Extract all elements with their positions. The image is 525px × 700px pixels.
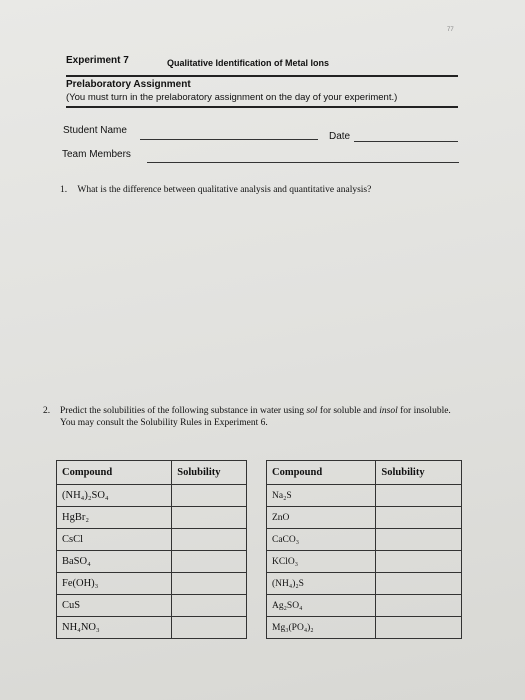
table-row — [267, 551, 462, 573]
question-2-number: 2. — [43, 406, 51, 416]
question-1 — [60, 185, 460, 195]
compound-cell: Fe(OH)₃ — [57, 573, 172, 595]
compound-cell: HgBr₂ — [57, 507, 172, 529]
table-row — [267, 529, 462, 551]
experiment-number: Experiment 7 — [66, 55, 129, 66]
compound-cell: Ag₂SO₄ — [267, 595, 376, 617]
page-corner-mark: 77 — [447, 27, 454, 33]
compound-cell: Na₂S — [267, 485, 376, 507]
solubility-answer-cell[interactable] — [172, 507, 247, 529]
prelab-note: (You must turn in the prelaboratory assignment on the day of your experiment.) — [66, 92, 458, 108]
table-row — [57, 529, 247, 551]
solubility-answer-cell[interactable] — [172, 529, 247, 551]
solubility-answer-cell[interactable] — [376, 595, 462, 617]
compound-cell: CaCO₃ — [267, 529, 376, 551]
compound-cell: NH₄NO₃ — [57, 617, 172, 639]
table-row — [57, 617, 247, 639]
solubility-answer-cell[interactable] — [172, 595, 247, 617]
compound-cell: ZnO — [267, 507, 376, 529]
question-1-text: What is the difference between qualitative analysis and quantitative analysis? — [77, 185, 372, 195]
solubility-header: Solubility — [172, 461, 247, 485]
table-row — [267, 485, 462, 507]
compound-cell: CuS — [57, 595, 172, 617]
solubility-answer-cell[interactable] — [172, 485, 247, 507]
prelab-heading: Prelaboratory Assignment — [66, 79, 191, 90]
table-row — [57, 551, 247, 573]
compound-header: Compound — [267, 461, 376, 485]
table-row — [57, 573, 247, 595]
solubility-answer-cell[interactable] — [376, 573, 462, 595]
solubility-header: Solubility — [376, 461, 462, 485]
compound-cell: KClO₃ — [267, 551, 376, 573]
solubility-answer-cell[interactable] — [376, 485, 462, 507]
question-2-text: Predict the solubilities of the following substance in water using sol for soluble and insol for insoluble. You may consult the Solubility Rules in Experiment 6. — [60, 406, 451, 428]
compound-cell: CsCl — [57, 529, 172, 551]
solubility-answer-cell[interactable] — [376, 551, 462, 573]
table-row — [267, 595, 462, 617]
compound-cell: (NH₄)₂S — [267, 573, 376, 595]
solubility-table-left — [56, 460, 247, 639]
team-members-line[interactable] — [147, 162, 459, 163]
table-row — [57, 507, 247, 529]
solubility-table-right — [266, 460, 462, 639]
student-name-label: Student Name — [63, 125, 127, 136]
date-label: Date — [329, 131, 351, 142]
experiment-header — [66, 55, 458, 77]
experiment-title: Qualitative Identification of Metal Ions — [167, 58, 330, 68]
solubility-answer-cell[interactable] — [172, 551, 247, 573]
solubility-answer-cell[interactable] — [172, 573, 247, 595]
compound-cell: (NH₄)₂SO₄ — [57, 485, 172, 507]
table-row — [57, 595, 247, 617]
table-row — [267, 617, 462, 639]
solubility-answer-cell[interactable] — [376, 529, 462, 551]
table-row — [57, 485, 247, 507]
table-row — [267, 573, 462, 595]
team-members-label: Team Members — [62, 149, 131, 160]
student-name-line[interactable] — [140, 139, 318, 140]
date-line[interactable] — [354, 141, 458, 142]
compound-cell: Mg₃(PO₄)₂ — [267, 617, 376, 639]
compound-cell: BaSO₄ — [57, 551, 172, 573]
table-row — [267, 507, 462, 529]
solubility-answer-cell[interactable] — [376, 617, 462, 639]
solubility-answer-cell[interactable] — [376, 507, 462, 529]
question-2 — [43, 405, 463, 428]
solubility-answer-cell[interactable] — [172, 617, 247, 639]
compound-header: Compound — [57, 461, 172, 485]
question-1-number: 1. — [60, 185, 68, 195]
